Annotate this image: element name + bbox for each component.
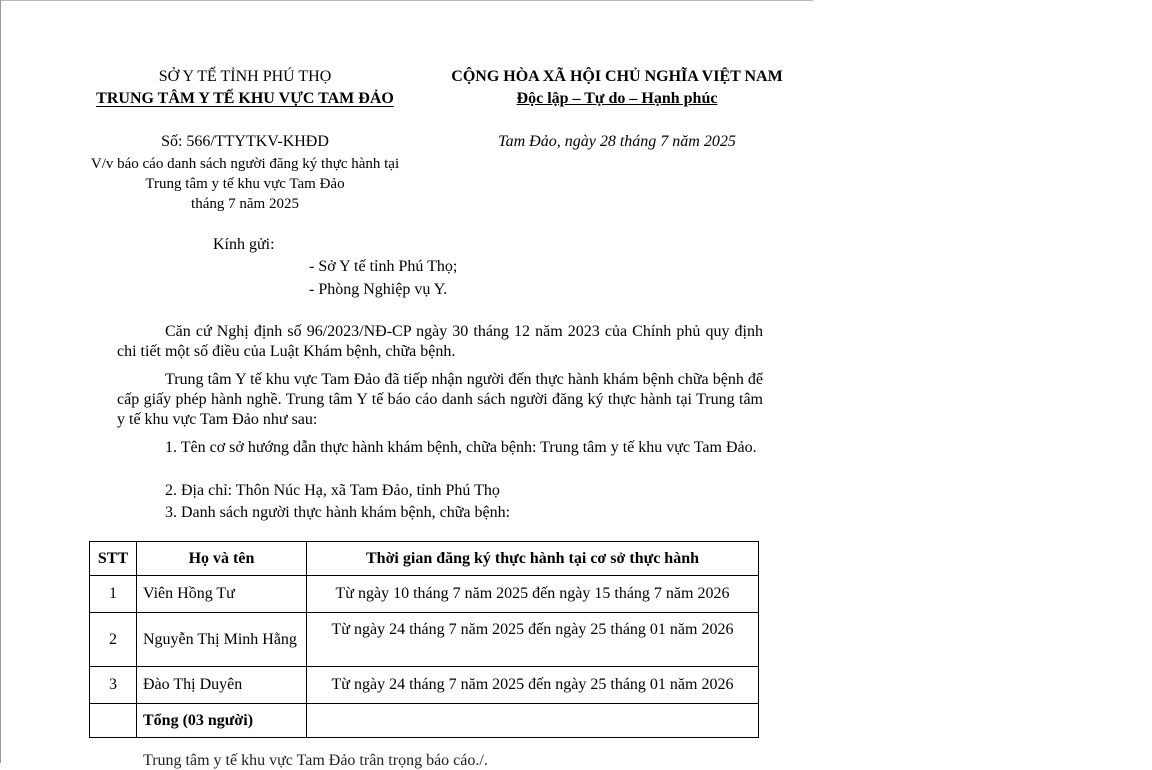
agency-parent: SỞ Y TẾ TỈNH PHÚ THỌ	[158, 68, 332, 85]
header-name: Họ và tên	[137, 542, 307, 576]
table-row	[90, 667, 759, 704]
item-list-heading: 3. Danh sách người thực hành khám bệnh, chữa bệnh:	[165, 504, 511, 521]
subject-line-3: tháng 7 năm 2025	[191, 196, 299, 212]
recipient-1: - Sở Y tế tỉnh Phú Thọ;	[309, 258, 458, 275]
subject-line-1: V/v báo cáo danh sách người đăng ký thực hành tại	[90, 156, 400, 172]
closing-line-cutoff: Trung tâm y tế khu vực Tam Đảo trân trọng báo cáo./.	[143, 752, 488, 769]
row-name: Đào Thị Duyên	[137, 667, 307, 704]
subject-block	[61, 154, 429, 214]
agency-name	[61, 90, 429, 108]
motto-text: Độc lập – Tự do – Hạnh phúc	[516, 90, 718, 107]
agency-name-text: TRUNG TÂM Y TẾ KHU VỰC TAM ĐẢO	[96, 90, 394, 107]
recipient-2: - Phòng Nghiệp vụ Y.	[309, 281, 448, 298]
motto	[429, 90, 805, 108]
item-address: 2. Địa chỉ: Thôn Núc Hạ, xã Tam Đảo, tỉnh Phú Thọ	[165, 482, 500, 499]
row-period: Từ ngày 10 tháng 7 năm 2025 đến ngày 15 tháng 7 năm 2026	[307, 576, 759, 613]
total-label: Tổng (03 người)	[137, 704, 307, 738]
row-period: Từ ngày 24 tháng 7 năm 2025 đến ngày 25 tháng 01 năm 2026	[307, 667, 759, 704]
row-period: Từ ngày 24 tháng 7 năm 2025 đến ngày 25 tháng 01 năm 2026	[307, 613, 759, 667]
document-number: Số: 566/TTYTKV-KHĐD	[161, 133, 329, 150]
paragraph-report-intro: Trung tâm Y tế khu vực Tam Đảo đã tiếp nhận người đến thực hành khám bệnh chữa bệnh để cấp giấy phép hành nghề. Trung tâm Y tế báo cáo danh sách người đăng ký thực hành tại Trung tâm y tế khu vực Tam Đảo như sau:	[117, 371, 763, 428]
paragraph-legal-basis: Căn cứ Nghị định số 96/2023/NĐ-CP ngày 30 tháng 12 năm 2023 của Chính phủ quy định chi tiết một số điều của Luật Khám bệnh, chữa bệnh.	[117, 323, 763, 360]
table-row	[90, 613, 759, 667]
row-stt: 2	[90, 613, 137, 667]
row-stt: 1	[90, 576, 137, 613]
subject-line-2: Trung tâm y tế khu vực Tam Đảo	[145, 176, 345, 192]
header-period: Thời gian đăng ký thực hành tại cơ sở thực hành	[307, 542, 759, 576]
row-name: Nguyễn Thị Minh Hằng	[137, 613, 307, 667]
page-top-edge	[1, 0, 813, 1]
row-stt: 3	[90, 667, 137, 704]
item-facility-name: 1. Tên cơ sở hướng dẫn thực hành khám bệnh, chữa bệnh: Trung tâm y tế khu vực Tam Đảo.	[165, 439, 757, 456]
header-stt: STT	[90, 542, 137, 576]
greeting: Kính gửi:	[213, 236, 275, 253]
total-period-empty	[307, 704, 759, 738]
table-header-row	[90, 542, 759, 576]
practitioner-table	[89, 541, 759, 738]
total-stt-empty	[90, 704, 137, 738]
row-name: Viên Hồng Tư	[137, 576, 307, 613]
table-row	[90, 576, 759, 613]
place-date: Tam Đảo, ngày 28 tháng 7 năm 2025	[498, 133, 736, 150]
country-name: CỘNG HÒA XÃ HỘI CHỦ NGHĨA VIỆT NAM	[451, 68, 783, 85]
table-total-row	[90, 704, 759, 738]
